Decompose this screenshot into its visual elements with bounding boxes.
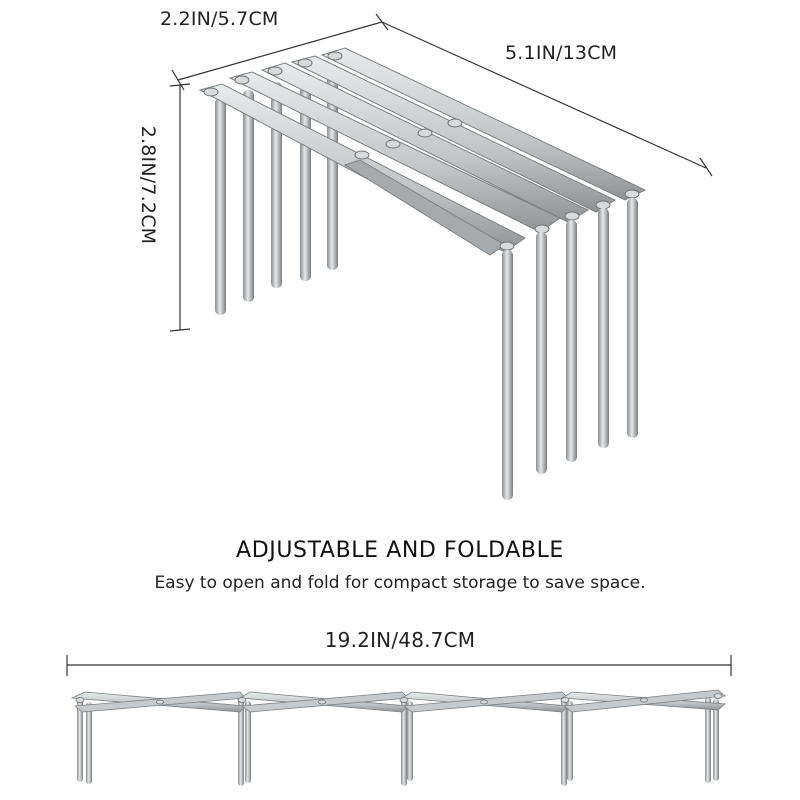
feature-description: Easy to open and fold for compact storage to save space. bbox=[154, 573, 646, 593]
length-dimension-label: 5.1IN/13CM bbox=[505, 42, 618, 64]
height-dimension-label: 2.8IN/7.2CM bbox=[137, 125, 159, 245]
width-dimension-label: 2.2IN/5.7CM bbox=[160, 8, 279, 30]
extended-length-label: 19.2IN/48.7CM bbox=[324, 628, 476, 652]
feature-headline: ADJUSTABLE AND FOLDABLE bbox=[236, 538, 564, 563]
extended-dimension-line bbox=[67, 655, 731, 676]
extended-bars bbox=[72, 690, 725, 712]
